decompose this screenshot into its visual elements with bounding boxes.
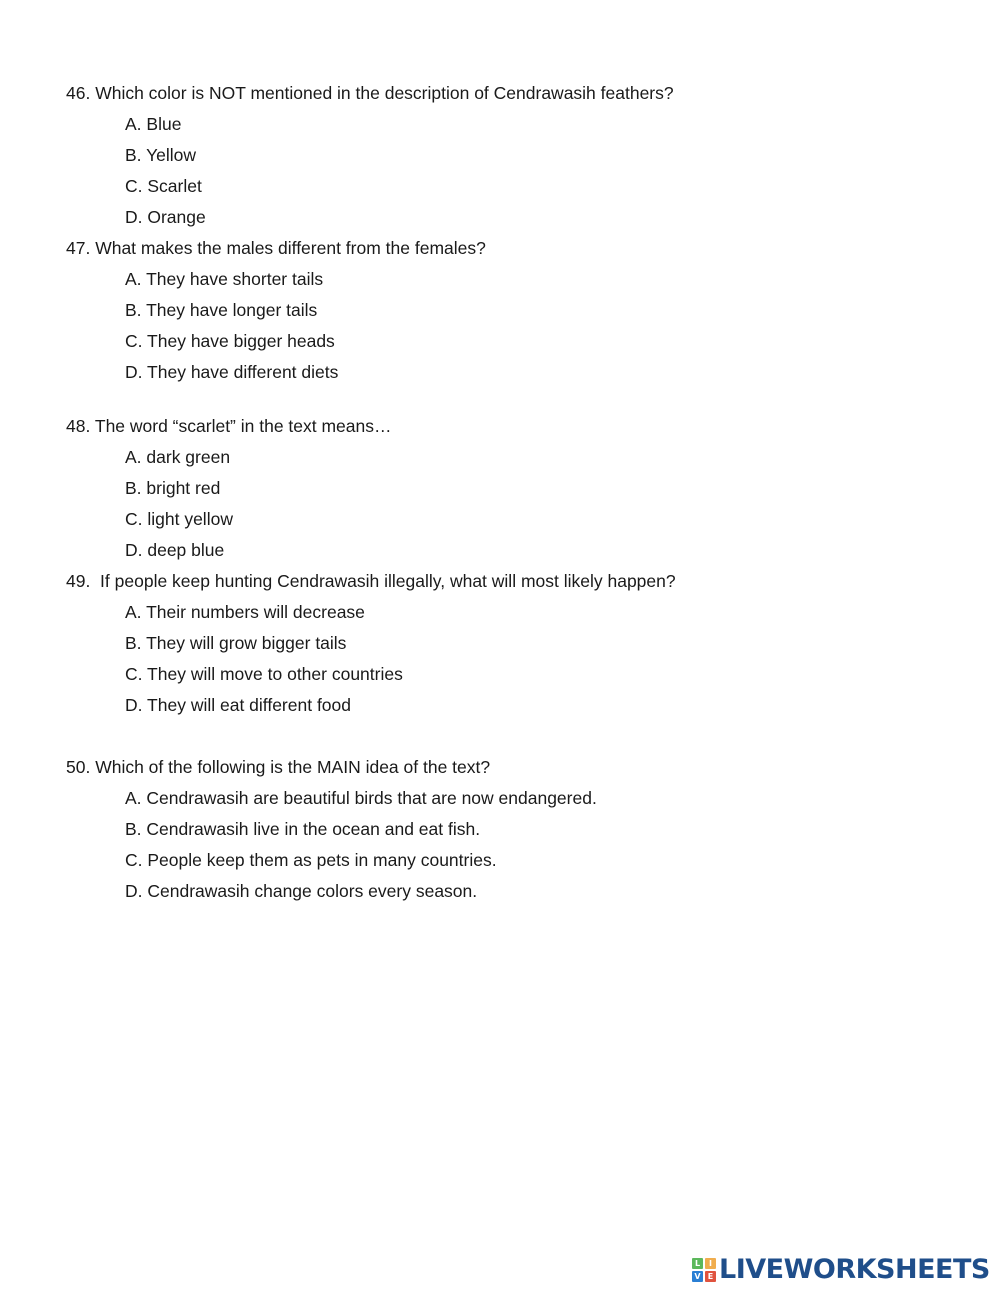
question-text: 48. The word “scarlet” in the text means… bbox=[66, 416, 392, 436]
answer-option[interactable]: C. light yellow bbox=[125, 509, 233, 529]
answer-option[interactable]: D. Cendrawasih change colors every season. bbox=[125, 881, 478, 901]
brand-name: LIVEWORKSHEETS bbox=[719, 1254, 990, 1285]
logo-tile-e: E bbox=[705, 1271, 716, 1282]
answer-option[interactable]: A. Cendrawasih are beautiful birds that are now endangered. bbox=[125, 788, 597, 808]
logo-tile-i: I bbox=[705, 1258, 716, 1269]
answer-option[interactable]: B. They will grow bigger tails bbox=[125, 633, 347, 653]
question-48 bbox=[66, 411, 966, 566]
answer-option[interactable]: D. They have different diets bbox=[125, 362, 339, 382]
answer-option[interactable]: C. People keep them as pets in many countries. bbox=[125, 850, 497, 870]
answer-option[interactable]: A. They have shorter tails bbox=[125, 269, 324, 289]
question-49 bbox=[66, 566, 966, 721]
answer-option[interactable]: B. Cendrawasih live in the ocean and eat fish. bbox=[125, 819, 481, 839]
answer-option[interactable]: D. Orange bbox=[125, 207, 206, 227]
liveworksheets-branding bbox=[692, 1256, 990, 1284]
answer-option[interactable]: D. They will eat different food bbox=[125, 695, 352, 715]
answer-option[interactable]: C. They will move to other countries bbox=[125, 664, 403, 684]
answer-option[interactable]: B. Yellow bbox=[125, 145, 197, 165]
answer-option[interactable]: D. deep blue bbox=[125, 540, 225, 560]
question-text: 49. If people keep hunting Cendrawasih illegally, what will most likely happen? bbox=[66, 571, 676, 591]
question-text: 50. Which of the following is the MAIN idea of the text? bbox=[66, 757, 491, 777]
answer-option[interactable]: B. They have longer tails bbox=[125, 300, 318, 320]
answer-option[interactable]: B. bright red bbox=[125, 478, 221, 498]
answer-option[interactable]: A. Their numbers will decrease bbox=[125, 602, 365, 622]
answer-option[interactable]: C. Scarlet bbox=[125, 176, 202, 196]
answer-option[interactable]: A. dark green bbox=[125, 447, 231, 467]
question-text: 47. What makes the males different from the females? bbox=[66, 238, 486, 258]
logo-tile-l: L bbox=[692, 1258, 703, 1269]
question-47 bbox=[66, 233, 966, 388]
answer-option[interactable]: A. Blue bbox=[125, 114, 182, 134]
question-46 bbox=[66, 78, 966, 233]
logo-tile-v: V bbox=[692, 1271, 703, 1282]
answer-option[interactable]: C. They have bigger heads bbox=[125, 331, 335, 351]
question-text: 46. Which color is NOT mentioned in the description of Cendrawasih feathers? bbox=[66, 83, 674, 103]
liveworksheets-logo-icon bbox=[692, 1258, 716, 1282]
question-50 bbox=[66, 752, 966, 907]
